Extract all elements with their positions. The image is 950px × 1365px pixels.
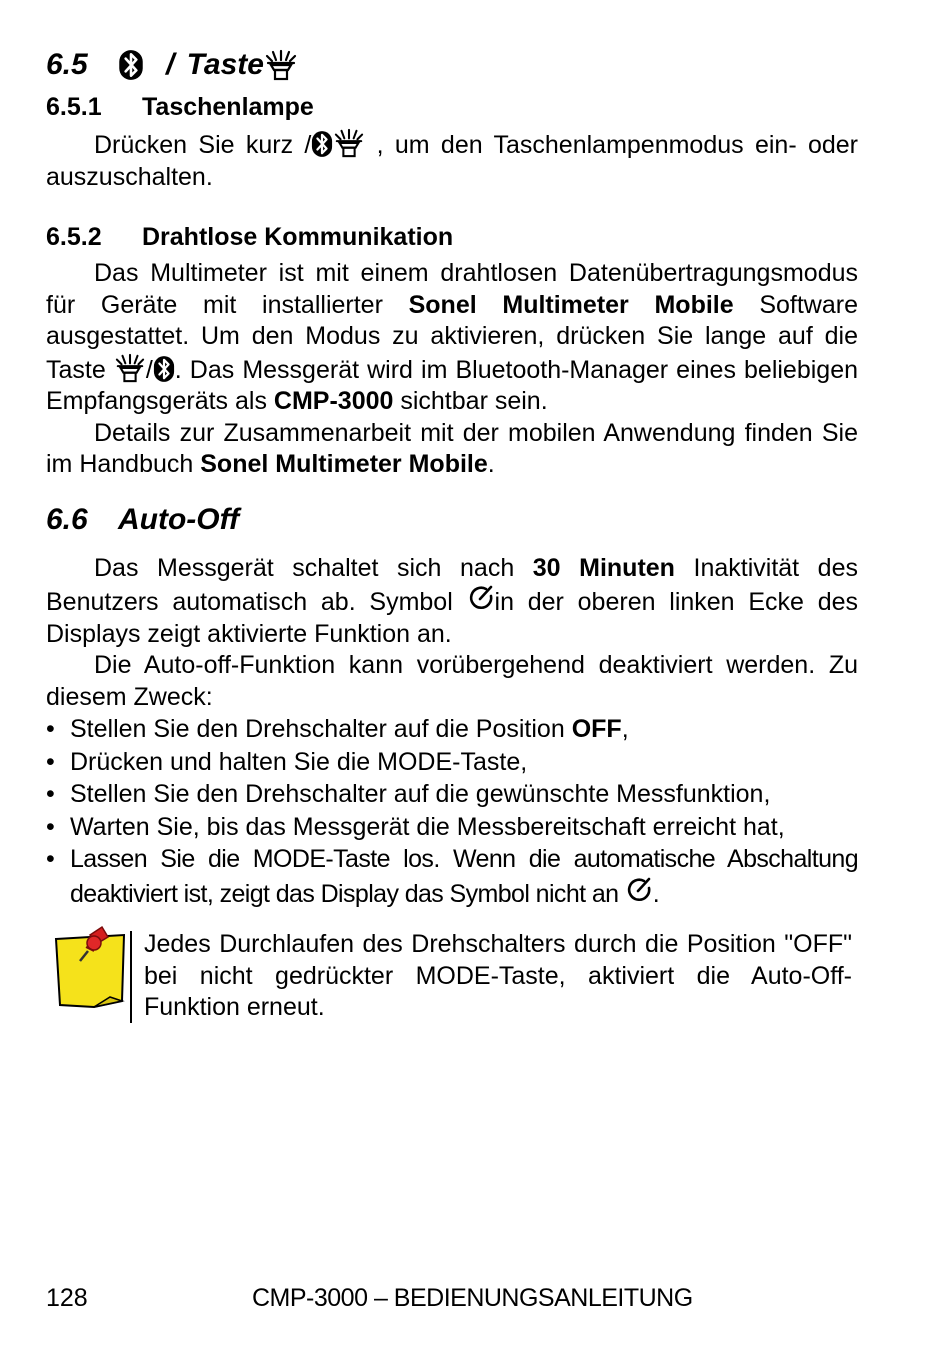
step-1-text: Stellen Sie den Drehschalter auf die Position [70,715,572,743]
sticky-note-pin-icon [50,925,130,1013]
step-5-text: Lassen Sie die MODE-Taste los. Wenn die automatische Abschaltung deaktiviert ist, zeigt das Display das Symbol nicht an [70,845,858,908]
wireless-text-f: sichtbar sein. [393,387,548,415]
section-6-5-1-number: 6.5.1 [46,93,102,121]
flashlight-paragraph [46,128,858,193]
wireless-text-c: Software ausgestattet. Um den Modus zu aktivieren, drücken Sie lange auf die Taste [46,290,858,384]
auto-off-icon [467,584,495,612]
section-6-5-number: 6.5 [46,48,88,81]
section-6-5-heading [46,40,858,90]
page-number: 128 [46,1284,88,1312]
section-6-5-1-title: Taschenlampe [142,93,314,121]
off-bold: OFF [571,715,622,743]
step-1-punct: , [621,715,629,743]
section-6-5-1-heading [46,90,858,124]
timeout-bold: 30 Minuten [532,553,675,582]
footer-doc-title: CMP-3000 – BEDIENUNGSANLEITUNG [252,1284,693,1312]
note-text: Jedes Durchlaufen des Drehschalters durch die Position "OFF" bei nicht gedrückter MODE-Taste, aktiviert die Auto-Off-Funktion erneut. [144,930,852,1021]
icon-separator: / [145,355,153,384]
note-divider [130,931,132,1023]
section-6-5-2-title: Drahtlose Kommunikation [142,223,454,251]
auto-off-text-a: Das Messgerät schaltet sich nach [94,553,533,582]
list-item: • Warten Sie, bis das Messgerät die Messbereitschaft erreicht hat, [46,811,858,844]
wireless-paragraph-1 [46,258,858,418]
bluetooth-icon [118,49,144,81]
device-name-bold: CMP-3000 [273,387,394,415]
section-6-5-2-number: 6.5.2 [46,223,102,251]
bluetooth-icon [311,130,333,158]
wireless-paragraph-2 [46,418,858,481]
wireless-p2-text-c: . [487,450,495,478]
list-item [46,713,858,746]
bluetooth-icon [153,355,175,383]
step-5-punct: . [652,879,660,908]
section-6-6-heading [46,495,858,545]
section-6-6-title: Auto-Off [118,502,240,536]
wireless-text-d: . Das Messgerät wird im Bluetooth-Manager eines beliebigen Empfangsgeräts als [46,355,858,415]
note-box [46,925,858,1025]
auto-off-paragraph-1 [46,553,858,651]
auto-off-text-c: Inaktivität des Benutzers automatisch ab. Symbol [46,553,858,616]
flashlight-icon [333,128,365,158]
wireless-text-a: Das Multimeter ist mit einem drahtlosen Datenübertragungsmodus für Geräte mit installierter [46,259,858,319]
section-6-5-2-heading [46,220,858,254]
auto-off-text-d: in der oberen linken Ecke des Displays zeigt aktivierte Funktion an. [46,588,858,648]
auto-off-paragraph-2: Die Auto-off-Funktion kann vorübergehend deaktiviert werden. Zu diesem Zweck: [46,651,858,711]
section-6-5-title-sep: / Taste [166,48,264,81]
flashlight-icon [114,353,146,383]
list-item [46,843,858,910]
manual-name-bold: Sonel Multimeter Mobile [200,450,488,478]
app-name-bold: Sonel Multimeter Mobile [408,290,734,319]
auto-off-icon [625,876,653,904]
flashlight-text-a: Drücken Sie kurz / [94,131,312,159]
wireless-p2-text-a: Details zur Zusammenarbeit mit der mobilen Anwendung finden Sie im Handbuch [46,418,858,478]
auto-off-steps-list [46,713,858,910]
list-item: • Drücken und halten Sie die MODE-Taste, [46,746,858,779]
list-item: • Stellen Sie den Drehschalter auf die gewünschte Messfunktion, [46,778,858,811]
flashlight-text-b: , um den Taschenlampenmodus ein- oder auszuschalten. [46,131,858,191]
section-6-6-number: 6.6 [46,502,88,536]
flashlight-icon [264,49,298,81]
page-footer [46,1284,858,1318]
